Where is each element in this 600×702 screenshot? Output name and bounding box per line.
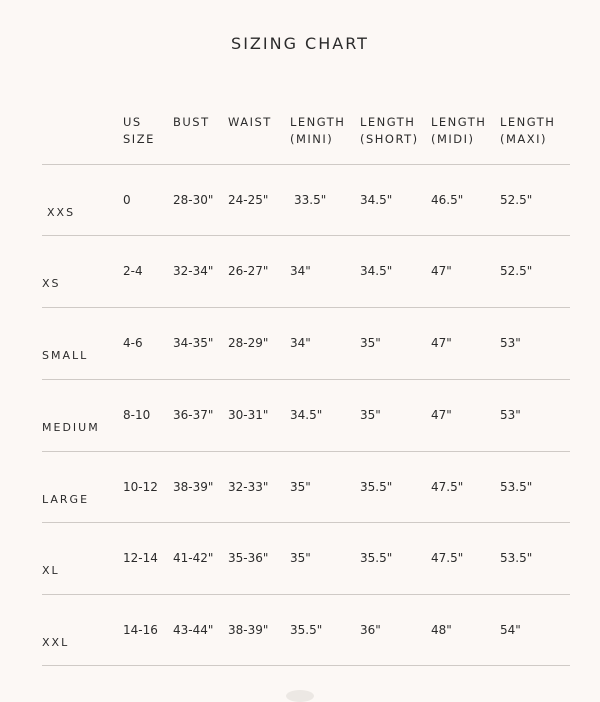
table-cell: 47" (431, 336, 452, 350)
size-label: XXS (47, 206, 76, 219)
column-header-text: US (123, 115, 142, 129)
column-header (123, 114, 155, 148)
table-cell: 34.5" (360, 193, 393, 207)
column-header (500, 114, 555, 148)
column-header (360, 114, 419, 148)
table-cell: 53" (500, 336, 521, 350)
table-cell: 41-42" (173, 551, 214, 565)
table-cell: 33.5" (294, 193, 327, 207)
column-header-text: WAIST (228, 115, 272, 129)
table-cell: 0 (123, 193, 131, 207)
column-header (431, 114, 486, 148)
table-cell: 46.5" (431, 193, 464, 207)
table-cell: 43-44" (173, 623, 214, 637)
column-header-text: LENGTH (290, 115, 346, 129)
table-cell: 34" (290, 264, 311, 278)
table-cell: 47.5" (431, 551, 464, 565)
table-cell: 35-36" (228, 551, 269, 565)
table-cell: 54" (500, 623, 521, 637)
table-cell: 26-27" (228, 264, 269, 278)
table-cell: 53.5" (500, 551, 533, 565)
table-cell: 8-10 (123, 408, 151, 422)
table-cell: 35" (290, 551, 311, 565)
table-cell: 12-14 (123, 551, 158, 565)
row-divider (42, 522, 570, 523)
row-divider (42, 665, 570, 666)
table-cell: 4-6 (123, 336, 143, 350)
column-header-text: LENGTH (500, 115, 556, 129)
size-label: MEDIUM (42, 421, 100, 434)
table-cell: 34-35" (173, 336, 214, 350)
row-divider (42, 235, 570, 236)
table-cell: 48" (431, 623, 452, 637)
table-cell: 47" (431, 408, 452, 422)
row-divider (42, 379, 570, 380)
row-divider (42, 164, 570, 165)
table-cell: 35.5" (360, 551, 393, 565)
table-cell: 14-16 (123, 623, 158, 637)
table-cell: 35.5" (290, 623, 323, 637)
table-cell: 28-30" (173, 193, 214, 207)
table-cell: 38-39" (173, 480, 214, 494)
scroll-indicator (286, 690, 314, 702)
row-divider (42, 594, 570, 595)
table-cell: 53" (500, 408, 521, 422)
column-header-text: (MINI) (290, 132, 334, 146)
table-cell: 10-12 (123, 480, 158, 494)
size-label: LARGE (42, 493, 90, 506)
table-cell: 35" (360, 408, 381, 422)
table-cell: 35.5" (360, 480, 393, 494)
column-header-text: LENGTH (431, 115, 487, 129)
table-cell: 52.5" (500, 264, 533, 278)
table-cell: 34.5" (360, 264, 393, 278)
column-header (228, 114, 272, 131)
column-header (173, 114, 210, 131)
column-header-text: (SHORT) (360, 132, 419, 146)
table-cell: 34.5" (290, 408, 323, 422)
table-cell: 28-29" (228, 336, 269, 350)
table-cell: 36" (360, 623, 381, 637)
table-cell: 2-4 (123, 264, 143, 278)
size-label: XL (42, 564, 60, 577)
page-title: SIZING CHART (231, 34, 369, 53)
row-divider (42, 307, 570, 308)
table-cell: 30-31" (228, 408, 269, 422)
table-cell: 34" (290, 336, 311, 350)
column-header-text: BUST (173, 115, 210, 129)
column-header-text: (MAXI) (500, 132, 548, 146)
size-label: SMALL (42, 349, 89, 362)
size-label: XXL (42, 636, 70, 649)
table-cell: 32-34" (173, 264, 214, 278)
table-cell: 32-33" (228, 480, 269, 494)
table-cell: 52.5" (500, 193, 533, 207)
table-cell: 38-39" (228, 623, 269, 637)
size-label: XS (42, 277, 61, 290)
column-header-text: LENGTH (360, 115, 416, 129)
table-cell: 53.5" (500, 480, 533, 494)
row-divider (42, 451, 570, 452)
column-header-text: (MIDI) (431, 132, 475, 146)
table-cell: 47" (431, 264, 452, 278)
table-cell: 47.5" (431, 480, 464, 494)
table-cell: 35" (290, 480, 311, 494)
column-header (290, 114, 345, 148)
column-header-text: SIZE (123, 132, 155, 146)
table-cell: 36-37" (173, 408, 214, 422)
table-cell: 35" (360, 336, 381, 350)
table-cell: 24-25" (228, 193, 269, 207)
